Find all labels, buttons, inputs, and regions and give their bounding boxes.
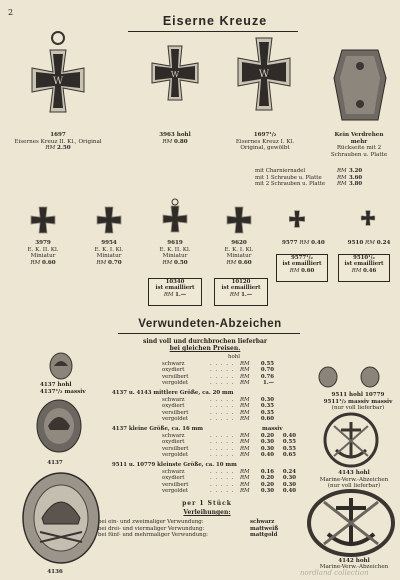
finish-label: schwarz [162, 360, 185, 367]
dots-leader: . . . . . [210, 416, 235, 423]
currency-rm: RM [240, 488, 250, 495]
price-row [112, 488, 302, 495]
mini-9620-l1: E. K. I. Kl. [224, 246, 254, 253]
finish-label: schwarz [162, 432, 185, 439]
miniature-cross-3979-image [30, 206, 56, 234]
fastening-option-price: 3.20 [349, 168, 363, 174]
price-table [98, 354, 302, 539]
marine-badge-4142-image [306, 488, 396, 558]
awarding-text: bei fünf- und mehrmaliger Verwundung: [98, 532, 208, 539]
mini-9577-rm: RM [299, 240, 310, 246]
currency-rm: RM [240, 367, 250, 374]
enamel-box-text: ist emailliert [344, 261, 384, 268]
finish-label: oxydiert [162, 403, 185, 410]
price-row [112, 403, 302, 410]
price-hohl: 0.20 [260, 475, 274, 482]
price-hohl: 0.30 [260, 445, 274, 452]
mini-9619-number: 9619 [167, 240, 183, 246]
fastening-option-label: mit 1 Schraube u. Platte [255, 174, 322, 181]
enamel-box-rm: RM [289, 267, 300, 274]
currency-rm: RM [240, 380, 250, 387]
price-hohl: 1.— [262, 380, 274, 387]
currency-rm: RM [240, 439, 250, 446]
enamel-box-rm: RM [229, 291, 240, 298]
mini-9620-l2: Miniatur [226, 253, 252, 260]
awarding-text: bei drei- und viermaliger Verwundung: [98, 525, 205, 532]
enamel-box-number: 9577¹/₂ [291, 255, 313, 261]
badge-4143-caption-3: (nur voll lieferbar) [327, 483, 381, 490]
currency-rm: RM [240, 360, 250, 367]
mini-3979-price: 0.60 [42, 259, 56, 266]
item-1697-half-desc1: Eisernes Kreuz I. Kl. [235, 138, 295, 145]
dots-leader: . . . . . [210, 409, 235, 416]
fastening-option-rm: RM [337, 181, 347, 188]
currency-rm: RM [240, 481, 250, 488]
mini-3979-l2: Miniatur [30, 253, 56, 260]
enamel-box-number: 10120 [231, 279, 251, 285]
finish-label: oxydiert [162, 475, 185, 482]
price-row [112, 469, 302, 476]
price-row [112, 482, 302, 489]
awarding-row [98, 526, 302, 533]
price-row [112, 452, 302, 459]
item-1697-half-number: 1697¹/₂ [253, 132, 277, 138]
enamel-box-rm: RM [351, 267, 362, 274]
badge-4142-caption-2: Marine-Verw.-Abzeichen [319, 564, 389, 570]
currency-rm: RM [240, 409, 250, 416]
finish-label: schwarz [162, 468, 185, 475]
price-row [112, 410, 302, 417]
watermark: nordland collection [300, 569, 369, 577]
price-hohl: 0.40 [260, 452, 274, 459]
badge-9511-caption-2: 9511¹/₂ massiv massiv [323, 398, 393, 405]
per-unit-note: per 1 Stück [182, 499, 232, 507]
price-massiv: 0.40 [282, 432, 296, 439]
awarding-row [98, 519, 302, 526]
col-header-massiv: massiv [262, 425, 283, 432]
mini-9954-l1: E. K. I. Kl. [94, 246, 124, 253]
svg-text:W: W [170, 70, 180, 79]
badge-9511-caption-3: (nur voll lieferbar) [331, 405, 385, 412]
awarding-color: mattgold [250, 532, 278, 539]
mini-3979-number: 3979 [35, 240, 51, 246]
currency-rm: RM [240, 452, 250, 459]
wound-badge-9511-image [318, 366, 338, 388]
no-twist-desc: Rückseite mit 2 Schrauben u. Platte [330, 145, 388, 158]
miniature-cross-9619-image [162, 198, 188, 234]
currency-rm: RM [240, 373, 250, 380]
price-row [112, 439, 302, 446]
mini-9619-l1: E. K. II. Kl. [159, 246, 191, 253]
price-row [112, 416, 302, 423]
dots-leader: . . . . . [210, 481, 235, 488]
enamel-box-number: 10340 [165, 279, 185, 285]
wound-badge-4136-image [20, 470, 102, 566]
no-twist-heading-2: mehr [350, 138, 368, 145]
price-hohl: 0.30 [260, 439, 274, 446]
price-massiv: 0.55 [282, 439, 296, 446]
badge-4137-caption: 4137 [47, 460, 63, 466]
group-heading-medium: 4137 u. 4143 mittlere Größe, ca. 20 mm [112, 389, 234, 396]
price-hohl: 0.30 [260, 396, 274, 403]
finish-label: versilbert [162, 445, 189, 452]
enamel-box-number: 9510¹/₂ [353, 255, 375, 261]
finish-label: versilbert [162, 373, 189, 380]
mini-9954-rm: RM [96, 259, 107, 266]
awarding-color: mattweiß [250, 525, 279, 532]
badge-4136-caption: 4136 [47, 569, 63, 575]
mini-3979-l1: E. K. II. Kl. [27, 246, 59, 253]
price-hohl: 0.55 [260, 360, 274, 367]
finish-label: vergoldet [162, 488, 189, 495]
awarding-color: schwarz [250, 519, 275, 526]
fastening-option-label: mit Charniernadel [255, 168, 306, 174]
no-twist-heading: Kein Verdrehen [334, 132, 384, 138]
dots-leader: . . . . . [210, 439, 235, 446]
enamel-box-10120 [214, 278, 268, 306]
dots-leader: . . . . . [210, 373, 235, 380]
title-underline [128, 31, 298, 32]
price-row [112, 433, 302, 440]
price-row [112, 475, 302, 482]
price-hohl: 0.30 [260, 488, 274, 495]
group-heading-smallest: 9511 u. 10779 kleinste Größe, ca. 10 mm [112, 461, 237, 468]
enamel-box-9510 [338, 254, 390, 282]
item-1697-half-desc2: Original, gewölbt [240, 145, 290, 152]
currency-rm: RM [240, 416, 250, 423]
mini-9510-rm: RM [365, 240, 375, 246]
badge-4143-caption-2: Marine-Verw.-Abzeichen [319, 476, 389, 483]
price-hohl: 0.35 [260, 409, 274, 416]
currency-rm: RM [240, 403, 250, 410]
badge-4137-hohl-caption: 4137 hohl [40, 382, 72, 388]
fastening-option-rm: RM [337, 168, 347, 174]
enamel-box-10340 [148, 278, 202, 306]
svg-text:W: W [52, 76, 64, 87]
enamel-box-price: 1.— [241, 291, 253, 298]
mini-9620-price: 0.60 [238, 259, 252, 266]
badge-4143-caption-1: 4143 hohl [338, 470, 370, 476]
enamel-box-price: 1.— [175, 291, 187, 298]
currency-rm: RM [240, 445, 250, 452]
section-title-wound-badges: Verwundeten-Abzeichen [138, 318, 282, 330]
item-1697-number: 1697 [50, 132, 66, 138]
price-massiv: 0.24 [282, 468, 296, 475]
item-3963-number: 3963 hohl [159, 132, 191, 138]
enamel-box-text: ist emailliert [155, 285, 195, 292]
finish-label: schwarz [162, 396, 185, 403]
dots-leader: . . . . . [210, 396, 235, 403]
badges-subtitle-2: bei gleichen Preisen. [169, 345, 241, 352]
price-hohl: 0.16 [260, 468, 274, 475]
dots-leader: . . . . . [210, 360, 235, 367]
mini-9954-number: 9954 [101, 240, 117, 246]
item-3963-price: 0.80 [174, 138, 188, 145]
section-title-iron-crosses: Eiserne Kreuze [162, 14, 268, 28]
price-row [112, 367, 302, 374]
badge-4137-massiv-caption: 4137¹/₂ massiv [40, 388, 86, 395]
finish-label: versilbert [162, 409, 189, 416]
mini-9510-number: 9510 [347, 240, 364, 246]
finish-label: versilbert [162, 481, 189, 488]
price-row [112, 380, 302, 387]
dots-leader: . . . . . [210, 367, 235, 374]
finish-label: oxydiert [162, 367, 185, 374]
enamel-box-text: ist emailliert [282, 261, 322, 268]
finish-label: vergoldet [162, 452, 189, 459]
col-header-hohl: hohl [228, 354, 240, 360]
screw-back-plate-image [332, 48, 388, 122]
currency-rm: RM [240, 432, 250, 439]
price-massiv: 0.40 [282, 488, 296, 495]
dots-leader: . . . . . [210, 380, 235, 387]
price-massiv: 0.30 [282, 475, 296, 482]
awarding-text: bei ein- und zweimaliger Verwundung: [98, 519, 204, 526]
dots-leader: . . . . . [210, 403, 235, 410]
badges-subtitle-1: sind voll und durchbrochen lieferbar [142, 338, 267, 345]
currency-rm: RM [240, 475, 250, 482]
dots-leader: . . . . . [210, 432, 235, 439]
mini-9619-rm: RM [162, 259, 173, 266]
awarding-row [98, 532, 302, 539]
enamel-box-price: 0.60 [301, 267, 315, 274]
fastening-option-price: 3.80 [349, 181, 363, 188]
awarding-title: Verleihungen: [183, 509, 231, 517]
badge-9511-caption-1: 9511 hohl 10779 [331, 392, 385, 398]
wound-badge-10779-image [360, 366, 380, 388]
dots-leader: . . . . . [210, 452, 235, 459]
mini-9619-l2: Miniatur [162, 253, 188, 260]
price-hohl: 0.70 [260, 367, 274, 374]
price-massiv: 0.30 [282, 481, 296, 488]
mini-9577-price: 0.40 [311, 240, 325, 246]
mini-3979-rm: RM [30, 259, 41, 266]
price-row [112, 446, 302, 453]
price-hohl: 0.60 [260, 416, 274, 423]
price-hohl: 0.76 [260, 373, 274, 380]
item-3963-rm: RM [162, 138, 173, 145]
miniature-cross-9954-image [96, 206, 122, 234]
finish-label: vergoldet [162, 380, 189, 387]
svg-text:W: W [258, 69, 270, 80]
price-hohl: 0.35 [260, 403, 274, 410]
mini-9954-price: 0.70 [108, 259, 122, 266]
price-massiv: 0.55 [282, 445, 296, 452]
item-1697-desc: Eisernes Kreuz II. Kl., Original [14, 138, 102, 145]
dots-leader: . . . . . [210, 445, 235, 452]
miniature-cross-9620-image [226, 206, 252, 234]
title-underline [118, 333, 300, 334]
price-row [112, 374, 302, 381]
price-hohl: 0.20 [260, 481, 274, 488]
wound-badge-4137-image [34, 398, 84, 454]
price-row [112, 361, 302, 368]
mini-9619-price: 0.50 [174, 259, 188, 266]
mini-9510-price: 0.24 [376, 240, 391, 246]
fastening-option-rm: RM [337, 174, 347, 181]
marine-badge-4143-image [322, 412, 380, 468]
item-1697-price: 2.50 [57, 145, 71, 152]
badge-4142-caption-1: 4142 hohl [338, 558, 370, 564]
wound-badge-4137-small-image [48, 352, 74, 380]
dots-leader: . . . . . [210, 475, 235, 482]
miniature-cross-9577-image [288, 210, 306, 228]
iron-cross-1st-class-image [232, 34, 296, 126]
fastening-option-label: mit 2 Schrauben u. Platte [255, 181, 326, 188]
price-hohl: 0.20 [260, 432, 274, 439]
price-row [112, 397, 302, 404]
fastening-option-price: 3.60 [349, 174, 363, 181]
group-heading-small: 4137 kleine Größe, ca. 16 mm [112, 425, 203, 432]
currency-rm: RM [240, 396, 250, 403]
page-number: 2 [8, 8, 14, 17]
price-massiv: 0.65 [282, 452, 296, 459]
enamel-box-rm: RM [163, 291, 174, 298]
enamel-box-text: ist emailliert [221, 285, 261, 292]
iron-cross-3963-image [150, 44, 200, 102]
mini-9577-number: 9577 [282, 240, 298, 246]
finish-label: oxydiert [162, 439, 185, 446]
miniature-cross-9510-image [360, 210, 376, 226]
dots-leader: . . . . . [210, 468, 235, 475]
item-1697-rm: RM [45, 145, 56, 152]
enamel-box-price: 0.46 [363, 267, 377, 274]
mini-9954-l2: Miniatur [96, 253, 122, 260]
iron-cross-2nd-class-image [26, 30, 90, 130]
currency-rm: RM [240, 468, 250, 475]
dots-leader: . . . . . [210, 488, 235, 495]
mini-9620-number: 9620 [231, 240, 247, 246]
mini-9620-rm: RM [226, 259, 237, 266]
finish-label: vergoldet [162, 416, 189, 423]
enamel-box-9577 [276, 254, 328, 282]
